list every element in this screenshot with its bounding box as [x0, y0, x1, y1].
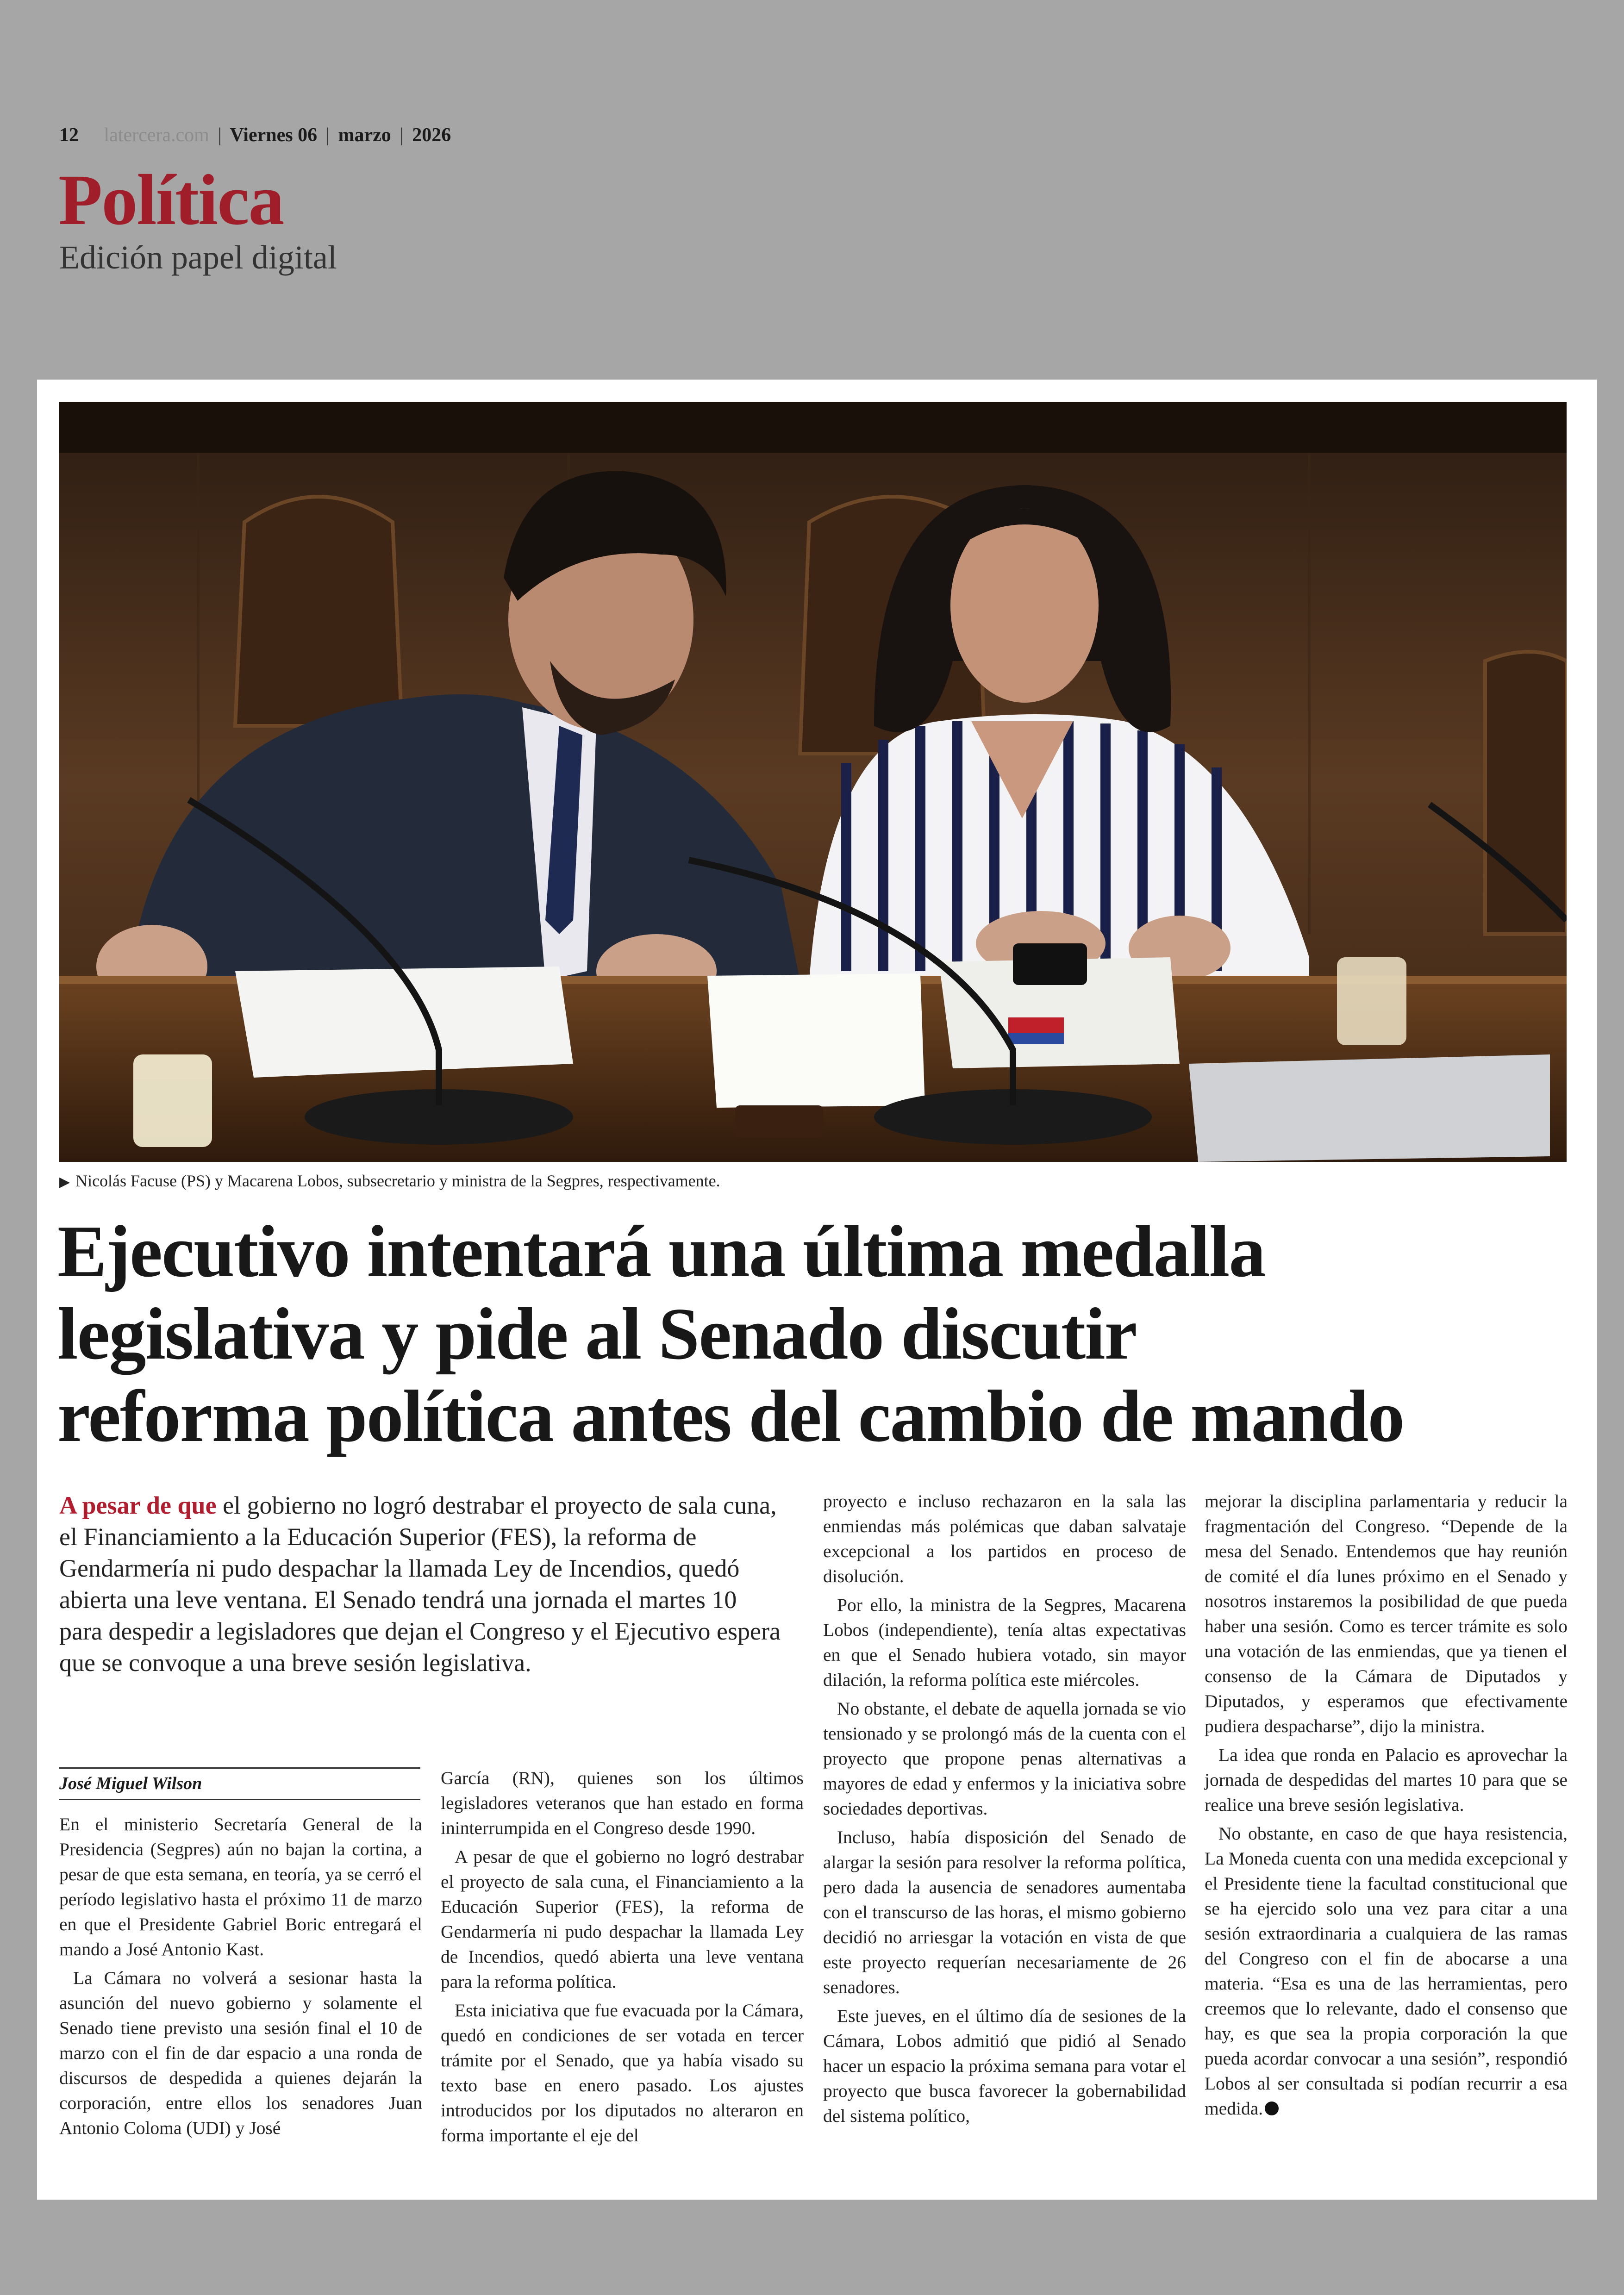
separator: | — [400, 125, 404, 146]
closing-paragraph-text: No obstante, en caso de que haya resistencia, La Moneda cuenta con una medida excepcional y el Presidente tiene la facultad constitucional que se ha ejercido solo una vez para citar a una sesión extraordinaria a cualquiera de las ramas del Congreso con el fin de abocarse a una materia. “Esa es una de las herramientas, pero creemos que lo relevante, dado el consenso que hay, es que sea la propia corporación la que pueda acordar convocar a una sesión”, respondió Lobos al ser consultada si podían recurrir a esa medida. — [1205, 1823, 1568, 2119]
body-paragraph: Esta iniciativa que fue evacuada por la Cámara, quedó en condiciones de ser votada en tercer trámite por el Senado, que ya había visado su texto base en enero pasado. Los ajustes introducidos por los diputados no alteraron en forma importante el eje del — [441, 2000, 804, 2145]
body-paragraph: proyecto e incluso rechazaron en la sala las enmiendas más polémicas que daban salvataje excepcional a los partidos en proceso de disolución. — [823, 1491, 1186, 1586]
body-paragraph: A pesar de que el gobierno no logró destrabar el proyecto de sala cuna, el Financiamiento a la Educación Superior (FES), la reforma de Gendarmería ni pudo despachar la llamada Ley de Incendios, quedó abierta una leve ventana para la reforma política. — [441, 1846, 804, 1992]
date-year: 2026 — [412, 125, 451, 146]
lead-kicker: A pesar de que — [59, 1491, 217, 1519]
page-dateline — [59, 124, 451, 146]
photo-caption — [59, 1171, 720, 1191]
article-sheet — [37, 380, 1597, 2200]
body-paragraph — [1205, 1821, 1568, 2121]
lead-text: el gobierno no logró destrabar el proyecto de sala cuna, el Financiamiento a la Educación Superior (FES), la reforma de Gendarmería ni pudo despachar la llamada Ley de Incendios, quedó abierta una leve ventana. El Senado tendrá una jornada el martes 10 para despedir a legisladores que dejan el Congreso y el Ejecutivo espera que se convoque a una breve sesión legislativa. — [59, 1491, 781, 1677]
body-paragraph: García (RN), quienes son los últimos legisladores veteranos que han estado en forma ininterrumpida en el Congreso desde 1990. — [441, 1768, 804, 1838]
photo-illustration — [59, 402, 1567, 1162]
caption-text: Nicolás Facuse (PS) y Macarena Lobos, subsecretario y ministra de la Segpres, respectivamente. — [75, 1172, 720, 1190]
headline-line: Ejecutivo intentará una última medalla — [57, 1210, 1265, 1292]
headline — [57, 1210, 1576, 1457]
body-column-4 — [1205, 1489, 1568, 2125]
body-column-3 — [823, 1489, 1186, 2132]
byline: José Miguel Wilson — [59, 1767, 420, 1800]
body-column-1 — [59, 1812, 422, 2144]
separator: | — [218, 125, 222, 146]
date-weekday-day: Viernes 06 — [230, 125, 318, 146]
body-paragraph: La idea que ronda en Palacio es aprovechar la jornada de despedidas del martes 10 para que se realice una breve sesión legislativa. — [1205, 1745, 1568, 1815]
edition-label: Edición papel digital — [59, 239, 337, 276]
body-paragraph: Incluso, había disposición del Senado de alargar la sesión para resolver la reforma política, pero dada la ausencia de senadores aumentaba con el transcurso de las horas, el mismo gobierno decidió no arriesgar la votación en vista de que este proyecto requerían necesariamente de 26 senadores. — [823, 1827, 1186, 1997]
article-photo — [59, 402, 1567, 1162]
date-month: marzo — [338, 125, 391, 146]
section-title: Política — [58, 160, 284, 240]
page-number: 12 — [59, 125, 79, 146]
headline-line: reforma política antes del cambio de mando — [57, 1375, 1404, 1457]
body-column-2 — [441, 1765, 804, 2152]
site-name[interactable]: latercera.com — [104, 125, 209, 146]
body-paragraph: Por ello, la ministra de la Segpres, Macarena Lobos (independiente), tenía altas expectativas en que el Senado hubiera votado, sin mayor dilación, la reforma política este miércoles. — [823, 1595, 1186, 1690]
lead-paragraph — [59, 1490, 781, 1678]
body-paragraph: En el ministerio Secretaría General de la Presidencia (Segpres) aún no bajan la cortina, a pesar de que esta semana, en teoría, ya se cerró el período legislativo hasta el próximo 11 de marzo en que el Presidente Gabriel Boric entregará el mando a José Antonio Kast. — [59, 1814, 422, 1959]
end-of-article-icon — [1265, 2102, 1279, 2115]
body-paragraph: Este jueves, en el último día de sesiones de la Cámara, Lobos admitió que pidió al Senado hacer un espacio la próxima semana para votar el proyecto que busca favorecer la gobernabilidad del sistema político, — [823, 2006, 1186, 2126]
body-paragraph: mejorar la disciplina parlamentaria y reducir la fragmentación del Congreso. “Depende de la mesa del Senado. Entendemos que hay reunión de comité el día lunes próximo en el Senado y nosotros instaremos la posibilidad de que pueda haber una sesión. Como es tercer trámite es solo una votación de las enmiendas, que ya tienen el consenso de la Cámara de Diputados y Diputados, y esperamos que efectivamente pudiera despacharse”, dijo la ministra. — [1205, 1491, 1568, 1736]
body-paragraph: La Cámara no volverá a sesionar hasta la asunción del nuevo gobierno y solamente el Senado tiene previsto una sesión final el 10 de marzo con el fin de dar espacio a una ronda de discursos de despedida a quienes dejarán la corporación, entre ellos los senadores Juan Antonio Coloma (UDI) y José — [59, 1968, 422, 2138]
separator: | — [325, 125, 330, 146]
body-paragraph: No obstante, el debate de aquella jornada se vio tensionado y se prolongó más de la cuenta con el proyecto que propone penas alternativas a mayores de edad y enfermos y la iniciativa sobre sociedades deportivas. — [823, 1698, 1186, 1819]
headline-line: legislativa y pide al Senado discutir — [57, 1292, 1137, 1375]
caption-marker-icon: ▶ — [59, 1174, 70, 1190]
